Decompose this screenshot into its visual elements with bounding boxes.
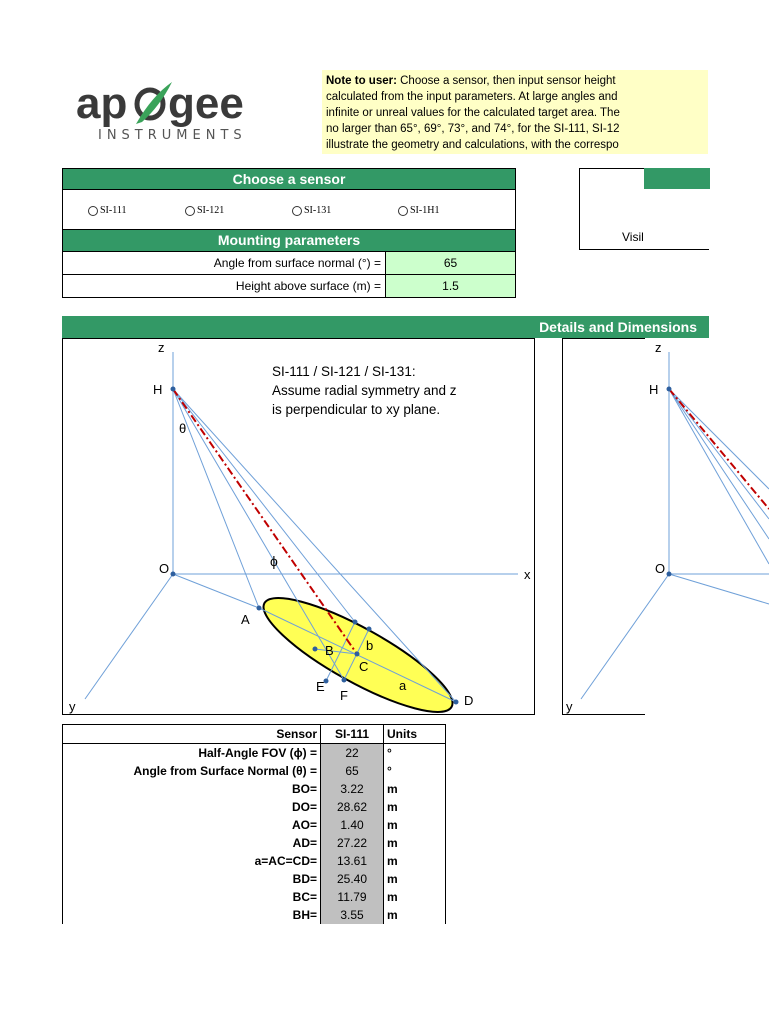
label-f: F bbox=[340, 688, 348, 703]
row-label: AO= bbox=[63, 816, 321, 834]
radio-si-111[interactable]: SI-111 bbox=[88, 205, 126, 216]
right-panel bbox=[579, 168, 709, 250]
logo-subtitle: INSTRUMENTS bbox=[98, 128, 247, 143]
label-d: D bbox=[464, 693, 474, 708]
sensor-options bbox=[63, 190, 515, 229]
label-b-point: B bbox=[325, 643, 334, 658]
table-row bbox=[63, 798, 446, 816]
row-value: 25.40 bbox=[321, 870, 384, 888]
height-label: Height above surface (m) = bbox=[63, 275, 386, 297]
row-unit: m bbox=[384, 798, 446, 816]
diagram-note-2: Assume radial symmetry and z bbox=[272, 383, 457, 398]
table-row bbox=[63, 780, 446, 798]
table-row bbox=[63, 816, 446, 834]
right-panel-header bbox=[644, 168, 710, 189]
row-unit: ° bbox=[384, 762, 446, 780]
row-value: 3.22 bbox=[321, 780, 384, 798]
label-z: z bbox=[158, 340, 165, 355]
radio-si-121[interactable]: SI-121 bbox=[185, 205, 224, 216]
angle-row bbox=[63, 252, 515, 275]
radio-circle[interactable] bbox=[292, 206, 302, 216]
diagram-svg bbox=[63, 339, 534, 714]
row-value: 11.79 bbox=[321, 888, 384, 906]
note-bold: Note to user: bbox=[326, 75, 397, 87]
row-unit: ° bbox=[384, 744, 446, 763]
label-x: x bbox=[524, 567, 531, 582]
results-header-units: Units bbox=[384, 725, 446, 744]
note-line-2: calculated from the input parameters. At large angles and bbox=[326, 91, 618, 103]
results-header-label: Sensor bbox=[63, 725, 321, 744]
geometry-diagram bbox=[62, 338, 535, 715]
row-unit: m bbox=[384, 852, 446, 870]
label-c: C bbox=[359, 659, 369, 674]
row-label: BO= bbox=[63, 780, 321, 798]
table-row bbox=[63, 870, 446, 888]
row-label: BH= bbox=[63, 906, 321, 924]
angle-input[interactable]: 65 bbox=[386, 252, 515, 274]
row-value: 13.61 bbox=[321, 852, 384, 870]
row-unit: m bbox=[384, 870, 446, 888]
row-value: 1.40 bbox=[321, 816, 384, 834]
radio-circle[interactable] bbox=[185, 206, 195, 216]
row-label: DO= bbox=[63, 798, 321, 816]
row-label: Half-Angle FOV (ϕ) = bbox=[63, 744, 321, 763]
label-a-major: a bbox=[399, 678, 407, 693]
table-row bbox=[63, 852, 446, 870]
results-header-sensor: SI-111 bbox=[321, 725, 384, 744]
row-value: 65 bbox=[321, 762, 384, 780]
row-value: 22 bbox=[321, 744, 384, 763]
row-unit: m bbox=[384, 816, 446, 834]
note-line-3: infinite or unreal values for the calculated target area. The bbox=[326, 107, 620, 119]
right-label-z: z bbox=[655, 340, 662, 355]
table-row bbox=[63, 762, 446, 780]
label-o: O bbox=[159, 561, 170, 576]
row-label: BC= bbox=[63, 888, 321, 906]
right-label-y: y bbox=[566, 699, 573, 714]
svg-text:ap: ap bbox=[76, 79, 128, 128]
note-to-user bbox=[322, 70, 708, 154]
results-header-row bbox=[63, 725, 446, 744]
details-header: Details and Dimensions bbox=[62, 316, 709, 338]
row-value: 3.55 bbox=[321, 906, 384, 924]
right-panel-label: Visil bbox=[622, 230, 644, 244]
label-e: E bbox=[316, 679, 325, 694]
label-theta: θ bbox=[179, 421, 187, 436]
row-label: BD= bbox=[63, 870, 321, 888]
sensor-panel bbox=[62, 168, 516, 298]
label-y: y bbox=[69, 699, 76, 714]
height-input[interactable]: 1.5 bbox=[386, 275, 515, 297]
row-label: Angle from Surface Normal (θ) = bbox=[63, 762, 321, 780]
note-line-1: Note to user: Choose a sensor, then input sensor height bbox=[326, 75, 616, 87]
results-table bbox=[62, 724, 446, 924]
table-row bbox=[63, 834, 446, 852]
mounting-header: Mounting parameters bbox=[63, 229, 515, 252]
angle-label: Angle from surface normal (°) = bbox=[63, 252, 386, 274]
row-unit: m bbox=[384, 834, 446, 852]
note-line-4: no larger than 65°, 69°, 73°, and 74°, for the SI-111, SI-12 bbox=[326, 123, 620, 135]
label-a-point: A bbox=[241, 612, 250, 627]
diagram-note-3: is perpendicular to xy plane. bbox=[272, 402, 441, 417]
label-b-minor: b bbox=[366, 638, 374, 653]
table-row bbox=[63, 888, 446, 906]
table-row bbox=[63, 906, 446, 924]
apogee-logo bbox=[76, 76, 256, 151]
radio-circle[interactable] bbox=[398, 206, 408, 216]
row-label: a=AC=CD= bbox=[63, 852, 321, 870]
diagram-note-1: SI-111 / SI-121 / SI-131: bbox=[272, 364, 416, 379]
right-label-h: H bbox=[649, 382, 659, 397]
row-unit: m bbox=[384, 780, 446, 798]
label-phi: ϕ bbox=[270, 553, 278, 569]
right-panel-header-strip bbox=[579, 168, 645, 189]
row-value: 28.62 bbox=[321, 798, 384, 816]
row-label: AD= bbox=[63, 834, 321, 852]
right-label-o: O bbox=[655, 561, 666, 576]
row-value: 27.22 bbox=[321, 834, 384, 852]
table-row bbox=[63, 744, 446, 763]
height-row bbox=[63, 275, 515, 297]
sensor-panel-header: Choose a sensor bbox=[63, 169, 515, 190]
right-diagram-svg bbox=[563, 339, 769, 714]
radio-si-131[interactable]: SI-131 bbox=[292, 205, 331, 216]
radio-circle[interactable] bbox=[88, 206, 98, 216]
label-h: H bbox=[153, 382, 163, 397]
svg-text:gee: gee bbox=[168, 79, 244, 128]
row-unit: m bbox=[384, 888, 446, 906]
row-unit: m bbox=[384, 906, 446, 924]
radio-si-1h1[interactable]: SI-1H1 bbox=[398, 205, 439, 216]
right-geometry-diagram bbox=[562, 338, 666, 715]
note-line-5: illustrate the geometry and calculations, with the correspo bbox=[326, 139, 619, 151]
